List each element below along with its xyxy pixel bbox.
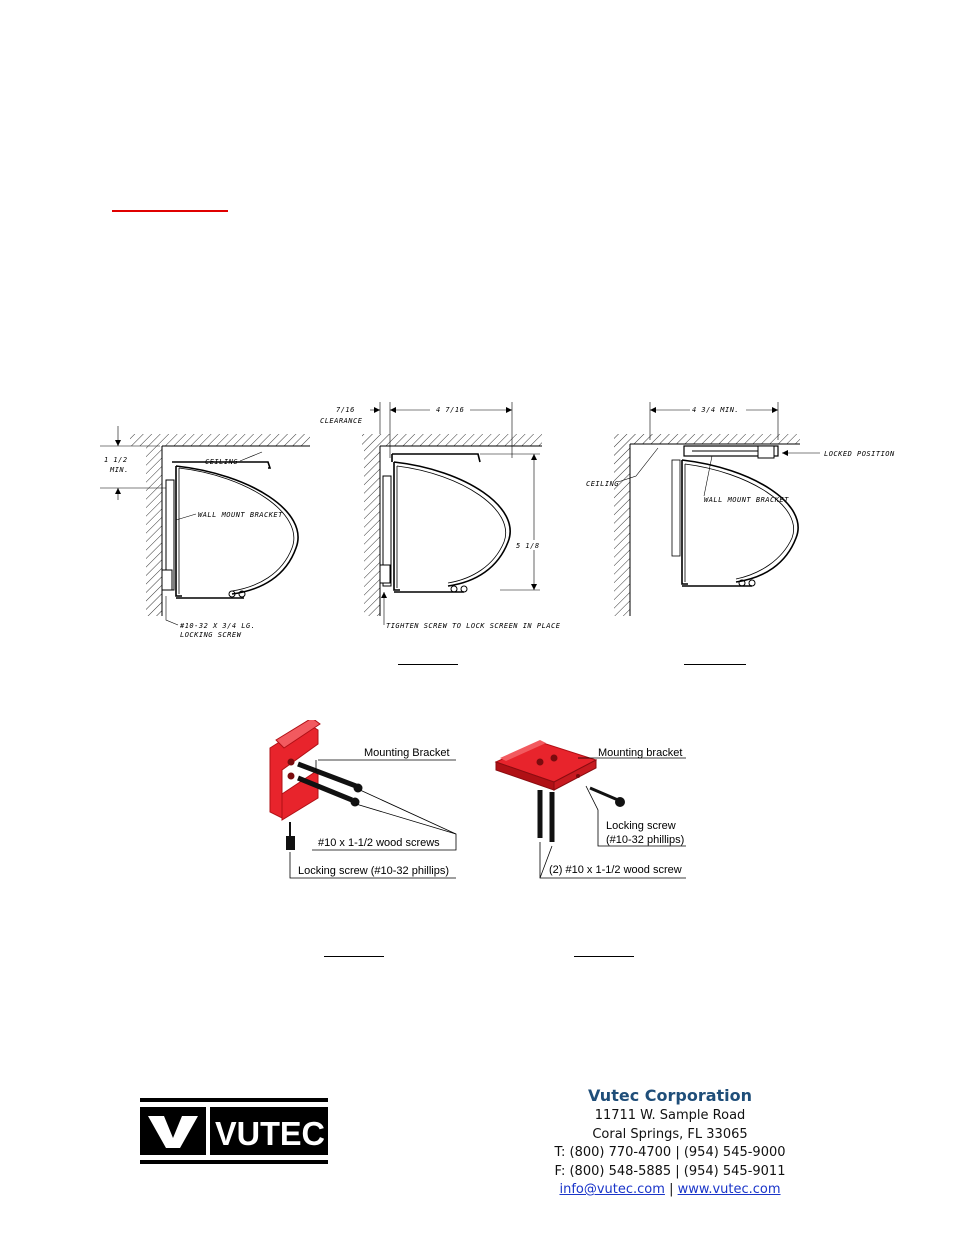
- clearance-label: CLEARANCE: [320, 417, 363, 425]
- middle-height: 5 1/8: [516, 542, 540, 550]
- clearance-diagram: [320, 402, 561, 630]
- link-separator: |: [669, 1182, 674, 1197]
- email-link[interactable]: info@vutec.com: [559, 1182, 665, 1197]
- heading-underline: [112, 210, 228, 212]
- wall-screw-label-2: LOCKING SCREW: [180, 631, 242, 639]
- clearance-value: 7/16: [336, 406, 355, 414]
- contact-block: [550, 1085, 790, 1200]
- left-mounting-label: Mounting Bracket: [364, 747, 450, 759]
- locked-position-label: LOCKED POSITION: [824, 450, 895, 458]
- vutec-logo-mark: [140, 1098, 328, 1164]
- wall-bracket-illustration: [270, 720, 456, 878]
- right-locking-label-2: (#10-32 phillips): [606, 834, 685, 846]
- diagram-caption-rule-middle: [398, 664, 458, 665]
- logo-wordmark: VUTEC: [215, 1115, 325, 1152]
- wall-ceiling-label: CEILING: [205, 458, 239, 466]
- bracket-caption-rule-left: [324, 956, 384, 957]
- address-line-1: 11711 W. Sample Road: [594, 1108, 746, 1123]
- wall-mount-diagram: [100, 426, 310, 639]
- tighten-label: TIGHTEN SCREW TO LOCK SCREEN IN PLACE: [386, 622, 561, 630]
- bracket-illustrations: [262, 720, 692, 888]
- ceiling-bracket-label: WALL MOUNT BRACKET: [704, 496, 789, 504]
- ceiling-bracket-illustration: [496, 740, 686, 878]
- left-screws-label: #10 x 1-1/2 wood screws: [318, 837, 440, 849]
- fax-line: F: (800) 548-5885 | (954) 545-9011: [554, 1163, 786, 1179]
- wall-dim-height: 1 1/2: [104, 456, 128, 464]
- ceiling-label: CEILING: [586, 480, 620, 488]
- phone-line: T: (800) 770-4700 | (954) 545-9000: [554, 1145, 786, 1160]
- right-screws-label: (2) #10 x 1-1/2 wood screw: [549, 864, 682, 876]
- mounting-diagrams: [0, 390, 954, 640]
- ceiling-width: 4 3/4 MIN.: [692, 406, 740, 414]
- wall-screw-label-1: #10-32 X 3/4 LG.: [180, 622, 256, 630]
- web-line: [550, 1181, 790, 1200]
- left-locking-label: Locking screw (#10-32 phillips): [298, 865, 450, 877]
- company-name: Vutec Corporation: [587, 1086, 753, 1105]
- website-link[interactable]: www.vutec.com: [677, 1182, 781, 1197]
- right-locking-label-1: Locking screw: [606, 820, 676, 832]
- bracket-caption-rule-right: [574, 956, 634, 957]
- ceiling-mount-diagram: [586, 402, 895, 616]
- vutec-logo: [140, 1098, 328, 1164]
- right-mounting-label: Mounting bracket: [598, 747, 683, 759]
- middle-width: 4 7/16: [436, 406, 465, 414]
- address-line-2: Coral Springs, FL 33065: [592, 1126, 748, 1142]
- diagram-caption-rule-right: [684, 664, 746, 665]
- wall-bracket-label: WALL MOUNT BRACKET: [198, 511, 283, 519]
- wall-dim-min: MIN.: [110, 466, 129, 474]
